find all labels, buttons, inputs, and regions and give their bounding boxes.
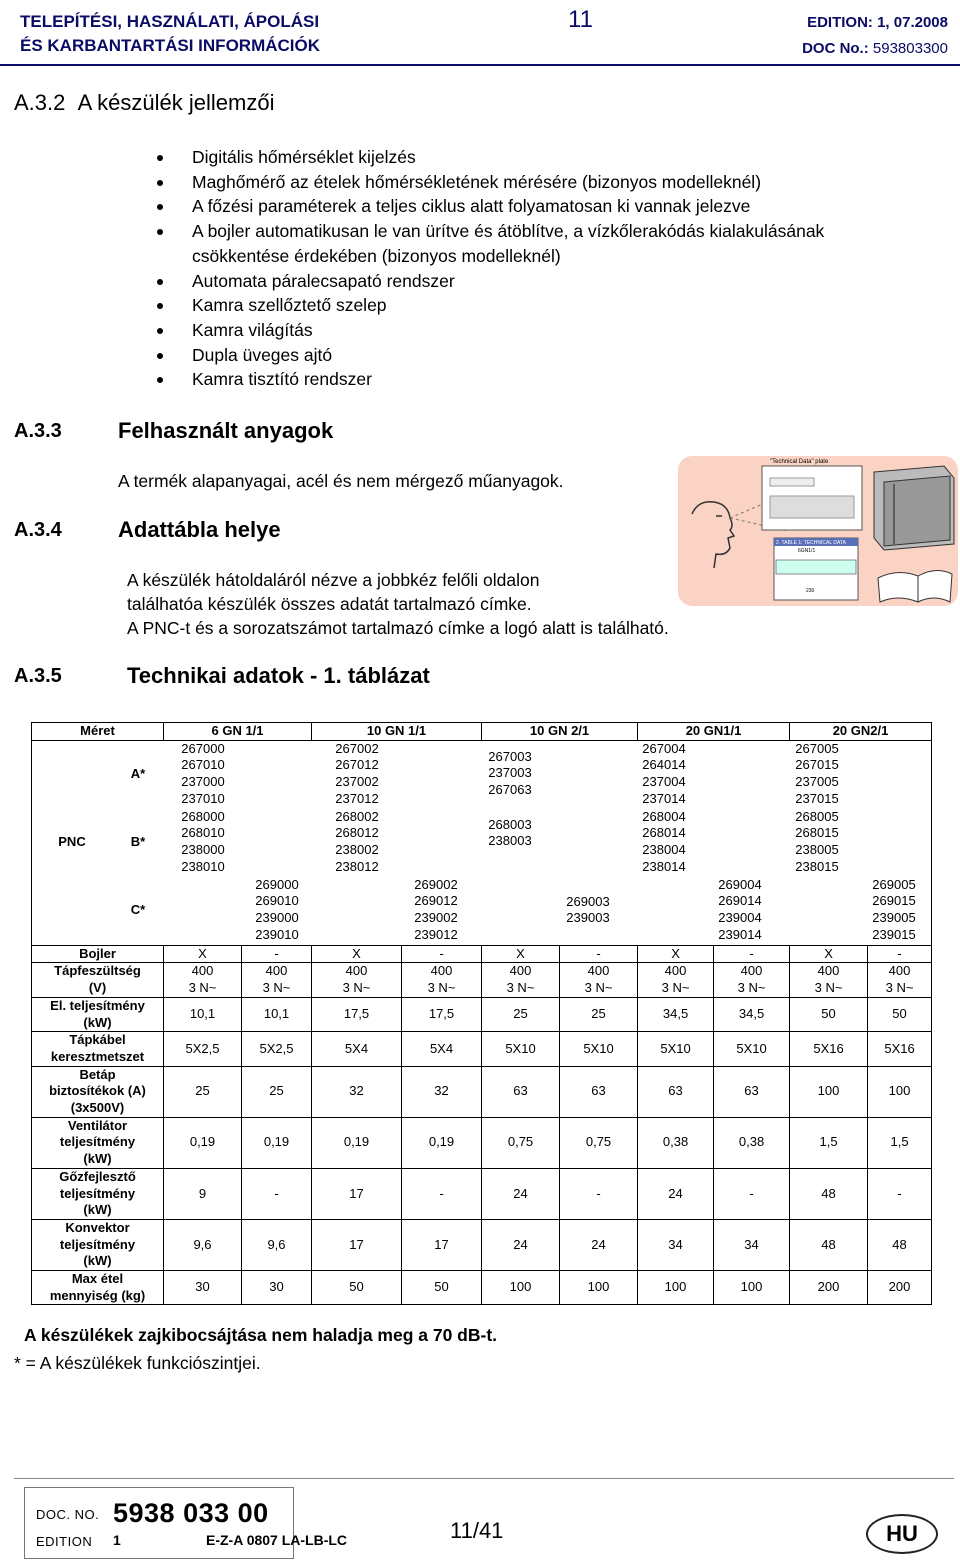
manual-table-title: 2. TABLE 1: TECHNICAL DATA [776,540,846,546]
section-a34-line1: A készülék hátoldaláról nézve a jobbkéz felőli oldalon [127,570,540,590]
pnc-a-value: 267004 264014 237004 237014 [642,740,686,806]
section-a34-title: Adattábla helye [118,517,281,542]
header-divider [0,64,960,66]
row-label: Konvektor teljesítmény (kW) [32,1219,164,1270]
row-value: 10,1 [164,997,242,1031]
feature-item-text: Automata páralecsapató rendszer [192,270,455,291]
plate-field [770,496,854,518]
section-a32-number: A.3.2 [14,90,66,115]
feature-item-text: Maghőmérő az ételek hőmérsékletének mérésére (bizonyos modelleknél) [192,171,762,192]
section-a35-title: Technikai adatok - 1. táblázat [127,663,430,688]
language-badge: HU [866,1514,938,1554]
row-value: - [560,1168,638,1219]
row-value: 25 [560,997,638,1031]
row-value: 400 3 N~ [714,963,790,997]
row-value: 400 3 N~ [312,963,402,997]
section-a33-title: Felhasznált anyagok [118,418,334,443]
table-header-col: 20 GN2/1 [790,723,932,741]
row-value: 200 [790,1271,868,1305]
pnc-block-row [32,740,932,945]
header-edition-block [802,10,948,62]
row-value: 32 [312,1066,402,1117]
section-a32-title: A készülék jellemzői [77,90,275,115]
footer-divider [14,1478,954,1479]
table-header-col: 10 GN 1/1 [312,723,482,741]
row-value: 0,19 [312,1117,402,1168]
row-value: 34 [638,1219,714,1270]
table-row [32,1168,932,1219]
feature-item [157,269,947,294]
row-value: - [868,945,932,963]
row-value: 400 3 N~ [560,963,638,997]
row-label: Gőzfejlesztő teljesítmény (kW) [32,1168,164,1219]
feature-item-text: Kamra szellőztető szelep [192,295,387,316]
feature-item [157,293,947,318]
row-value: 17 [312,1219,402,1270]
row-label: Tápfeszültség (V) [32,963,164,997]
section-a32-heading [14,90,274,116]
row-value: 5X10 [482,1032,560,1066]
table-row [32,1117,932,1168]
pnc-c-value: 269003 239003 [566,893,610,926]
section-a33-text: A termék alapanyagai, acél és nem mérgező műanyagok. [118,471,564,491]
row-value: 9,6 [242,1219,312,1270]
feature-item [157,170,947,195]
footer-doc-value: 5938 033 00 [113,1498,269,1528]
row-value: 100 [560,1271,638,1305]
row-value: 5X16 [790,1032,868,1066]
feature-item-text: A bojler automatikusan le van ürítve és átöblítve, a vízkőlerakódás kialakulásának [192,221,825,242]
header-page-number: 11 [568,6,593,33]
feature-item-text: Kamra tisztító rendszer [192,369,372,390]
row-label: Ventilátor teljesítmény (kW) [32,1117,164,1168]
row-value: X [164,945,242,963]
row-value: 400 3 N~ [402,963,482,997]
row-value: 25 [242,1066,312,1117]
row-value: 100 [714,1271,790,1305]
row-value: 0,75 [560,1117,638,1168]
table-header-row [32,723,932,741]
row-label: Betáp biztosítékok (A) (3x500V) [32,1066,164,1117]
row-value: 400 3 N~ [868,963,932,997]
row-value: 0,75 [482,1117,560,1168]
row-value: 5X10 [638,1032,714,1066]
feature-item [157,219,947,268]
row-value: - [714,1168,790,1219]
row-value: 0,38 [714,1117,790,1168]
row-value: 63 [714,1066,790,1117]
row-value: 400 3 N~ [242,963,312,997]
row-value: 30 [164,1271,242,1305]
feature-item-text: Dupla üveges ajtó [192,344,333,365]
row-value: 50 [312,1271,402,1305]
row-value: 5X4 [402,1032,482,1066]
row-value: X [638,945,714,963]
pnc-c-value: 269000 269010 239000 239010 [255,876,299,942]
row-value: 34,5 [638,997,714,1031]
row-value: 5X10 [714,1032,790,1066]
row-value: 63 [560,1066,638,1117]
feature-item [157,145,947,170]
pnc-b-value: 268005 268015 238005 238015 [795,808,839,874]
feature-item-text: A főzési paraméterek a teljes ciklus alatt folyamatosan ki vannak jelezve [192,196,751,217]
row-value: 50 [868,997,932,1031]
manual-table-number: 230 [806,588,815,594]
row-value: 9 [164,1168,242,1219]
section-a35-number: A.3.5 [14,665,62,687]
star-note: * = A készülékek funkciószintjei. [14,1353,261,1373]
row-label: Max étel mennyiség (kg) [32,1271,164,1305]
pnc-grid [32,741,931,945]
pnc-label: PNC [58,834,86,850]
table-row [32,1271,932,1305]
row-value: 24 [482,1168,560,1219]
pnc-block [32,740,932,945]
table-row [32,1032,932,1066]
row-value: 1,5 [868,1117,932,1168]
header-docno [802,36,948,62]
table-row [32,963,932,997]
row-value: - [402,1168,482,1219]
row-value: 5X4 [312,1032,402,1066]
technical-data-table [31,722,932,1305]
row-value: 0,19 [402,1117,482,1168]
table-row [32,997,932,1031]
row-value: 24 [482,1219,560,1270]
row-value: 200 [868,1271,932,1305]
manual-table-row: 6GN1/1 [798,548,816,554]
row-value: 30 [242,1271,312,1305]
table-header-col: 6 GN 1/1 [164,723,312,741]
row-value: 100 [638,1271,714,1305]
row-value: X [790,945,868,963]
row-value: 25 [164,1066,242,1117]
header-docno-value: 593803300 [872,40,948,57]
feature-item-continuation: csökkentése érdekében (bizonyos modelleknél) [192,245,561,266]
row-value: 50 [790,997,868,1031]
row-value: 50 [402,1271,482,1305]
row-value: 1,5 [790,1117,868,1168]
feature-item-text: Digitális hőmérséklet kijelzés [192,147,416,167]
section-a34-line3: A PNC-t és a sorozatszámot tartalmazó címke a logó alatt is található. [127,618,669,638]
row-label: El. teljesítmény (kW) [32,997,164,1031]
pnc-b-value: 268000 268010 238000 238010 [181,808,225,874]
feature-item [157,367,947,392]
header-title-line1: TELEPÍTÉSI, HASZNÁLATI, ÁPOLÁSI [20,12,320,31]
row-value: X [482,945,560,963]
footer-edition-code: E-Z-A 0807 LA-LB-LC [206,1532,348,1548]
row-value: 400 3 N~ [482,963,560,997]
row-value: 400 3 N~ [790,963,868,997]
header-title [20,10,320,58]
footer-edition-value: 1 [113,1532,122,1548]
table-header-col: 10 GN 2/1 [482,723,638,741]
table-header-meret: Méret [32,723,164,741]
row-value: - [242,945,312,963]
row-value: - [714,945,790,963]
header-edition: EDITION: 1, 07.2008 [807,14,948,31]
manual-book-icon [878,570,952,602]
footer-doc-label: DOC. NO. [36,1507,100,1522]
row-value: 10,1 [242,997,312,1031]
row-value: 17,5 [402,997,482,1031]
feature-item [157,194,947,219]
table-row [32,945,932,963]
row-value: 100 [482,1271,560,1305]
data-plate-illustration [678,456,958,606]
row-value: 9,6 [164,1219,242,1270]
pnc-c-value: 269002 269012 239002 239012 [414,876,458,942]
section-a33-number: A.3.3 [14,420,62,442]
row-value: 100 [790,1066,868,1117]
pnc-b-label: B* [130,834,146,850]
table-header-col: 20 GN1/1 [638,723,790,741]
row-label: Bojler [32,945,164,963]
row-value: 63 [482,1066,560,1117]
manual-table-cells [776,560,856,574]
pnc-a-value: 267000 267010 237000 237010 [181,740,225,806]
row-value: 100 [868,1066,932,1117]
row-value: 400 3 N~ [638,963,714,997]
feature-item-text: Kamra világítás [192,319,313,340]
section-a34-text [127,568,669,640]
pnc-a-label: A* [130,766,146,782]
plate-field [770,478,814,486]
row-value: 5X2,5 [164,1032,242,1066]
footer-page-number: 11/41 [450,1518,504,1543]
row-value: 32 [402,1066,482,1117]
row-value: 24 [560,1219,638,1270]
row-value: - [402,945,482,963]
row-value: - [868,1168,932,1219]
pnc-b-value: 268003 238003 [488,816,532,849]
pnc-a-value: 267002 267012 237002 237012 [335,740,379,806]
row-value: 5X2,5 [242,1032,312,1066]
pnc-b-value: 268002 268012 238002 238012 [335,808,379,874]
features-list [157,145,947,392]
pnc-b-value: 268004 268014 238004 238014 [642,808,686,874]
row-value: - [560,945,638,963]
row-value: 48 [868,1219,932,1270]
feature-item [157,318,947,343]
noise-note: A készülékek zajkibocsájtása nem haladja meg a 70 dB-t. [24,1325,498,1345]
table-row [32,1066,932,1117]
row-value: 48 [790,1168,868,1219]
row-value: 34,5 [714,997,790,1031]
row-value: 48 [790,1219,868,1270]
row-value: 5X10 [560,1032,638,1066]
header-docno-label: DOC No.: [802,40,869,57]
row-value: 0,19 [242,1117,312,1168]
plate-caption: "Technical Data" plate [770,459,829,465]
row-value: X [312,945,402,963]
row-value: 34 [714,1219,790,1270]
section-a34-line2: találhatóa készülék összes adatát tartalmazó címke. [127,594,532,614]
row-value: 0,38 [638,1117,714,1168]
pnc-c-label: C* [130,902,146,918]
row-value: 63 [638,1066,714,1117]
row-value: 400 3 N~ [164,963,242,997]
row-label: Tápkábel keresztmetszet [32,1032,164,1066]
row-value: 17 [402,1219,482,1270]
row-value: 5X16 [868,1032,932,1066]
feature-item [157,343,947,368]
row-value: 17,5 [312,997,402,1031]
footer-edition-label: EDITION [36,1534,93,1549]
row-value: 0,19 [164,1117,242,1168]
row-value: - [242,1168,312,1219]
pnc-a-value: 267005 267015 237005 237015 [795,740,839,806]
row-value: 24 [638,1168,714,1219]
row-value: 25 [482,997,560,1031]
pnc-a-value: 267003 237003 267063 [488,748,532,798]
section-a34-number: A.3.4 [14,519,62,541]
pnc-c-value: 269004 269014 239004 239014 [718,876,762,942]
pnc-c-value: 269005 269015 239005 239015 [872,876,916,942]
table-row [32,1219,932,1270]
spec-rows [32,945,932,1305]
header-title-line2: ÉS KARBANTARTÁSI INFORMÁCIÓK [20,36,321,55]
row-value: 17 [312,1168,402,1219]
